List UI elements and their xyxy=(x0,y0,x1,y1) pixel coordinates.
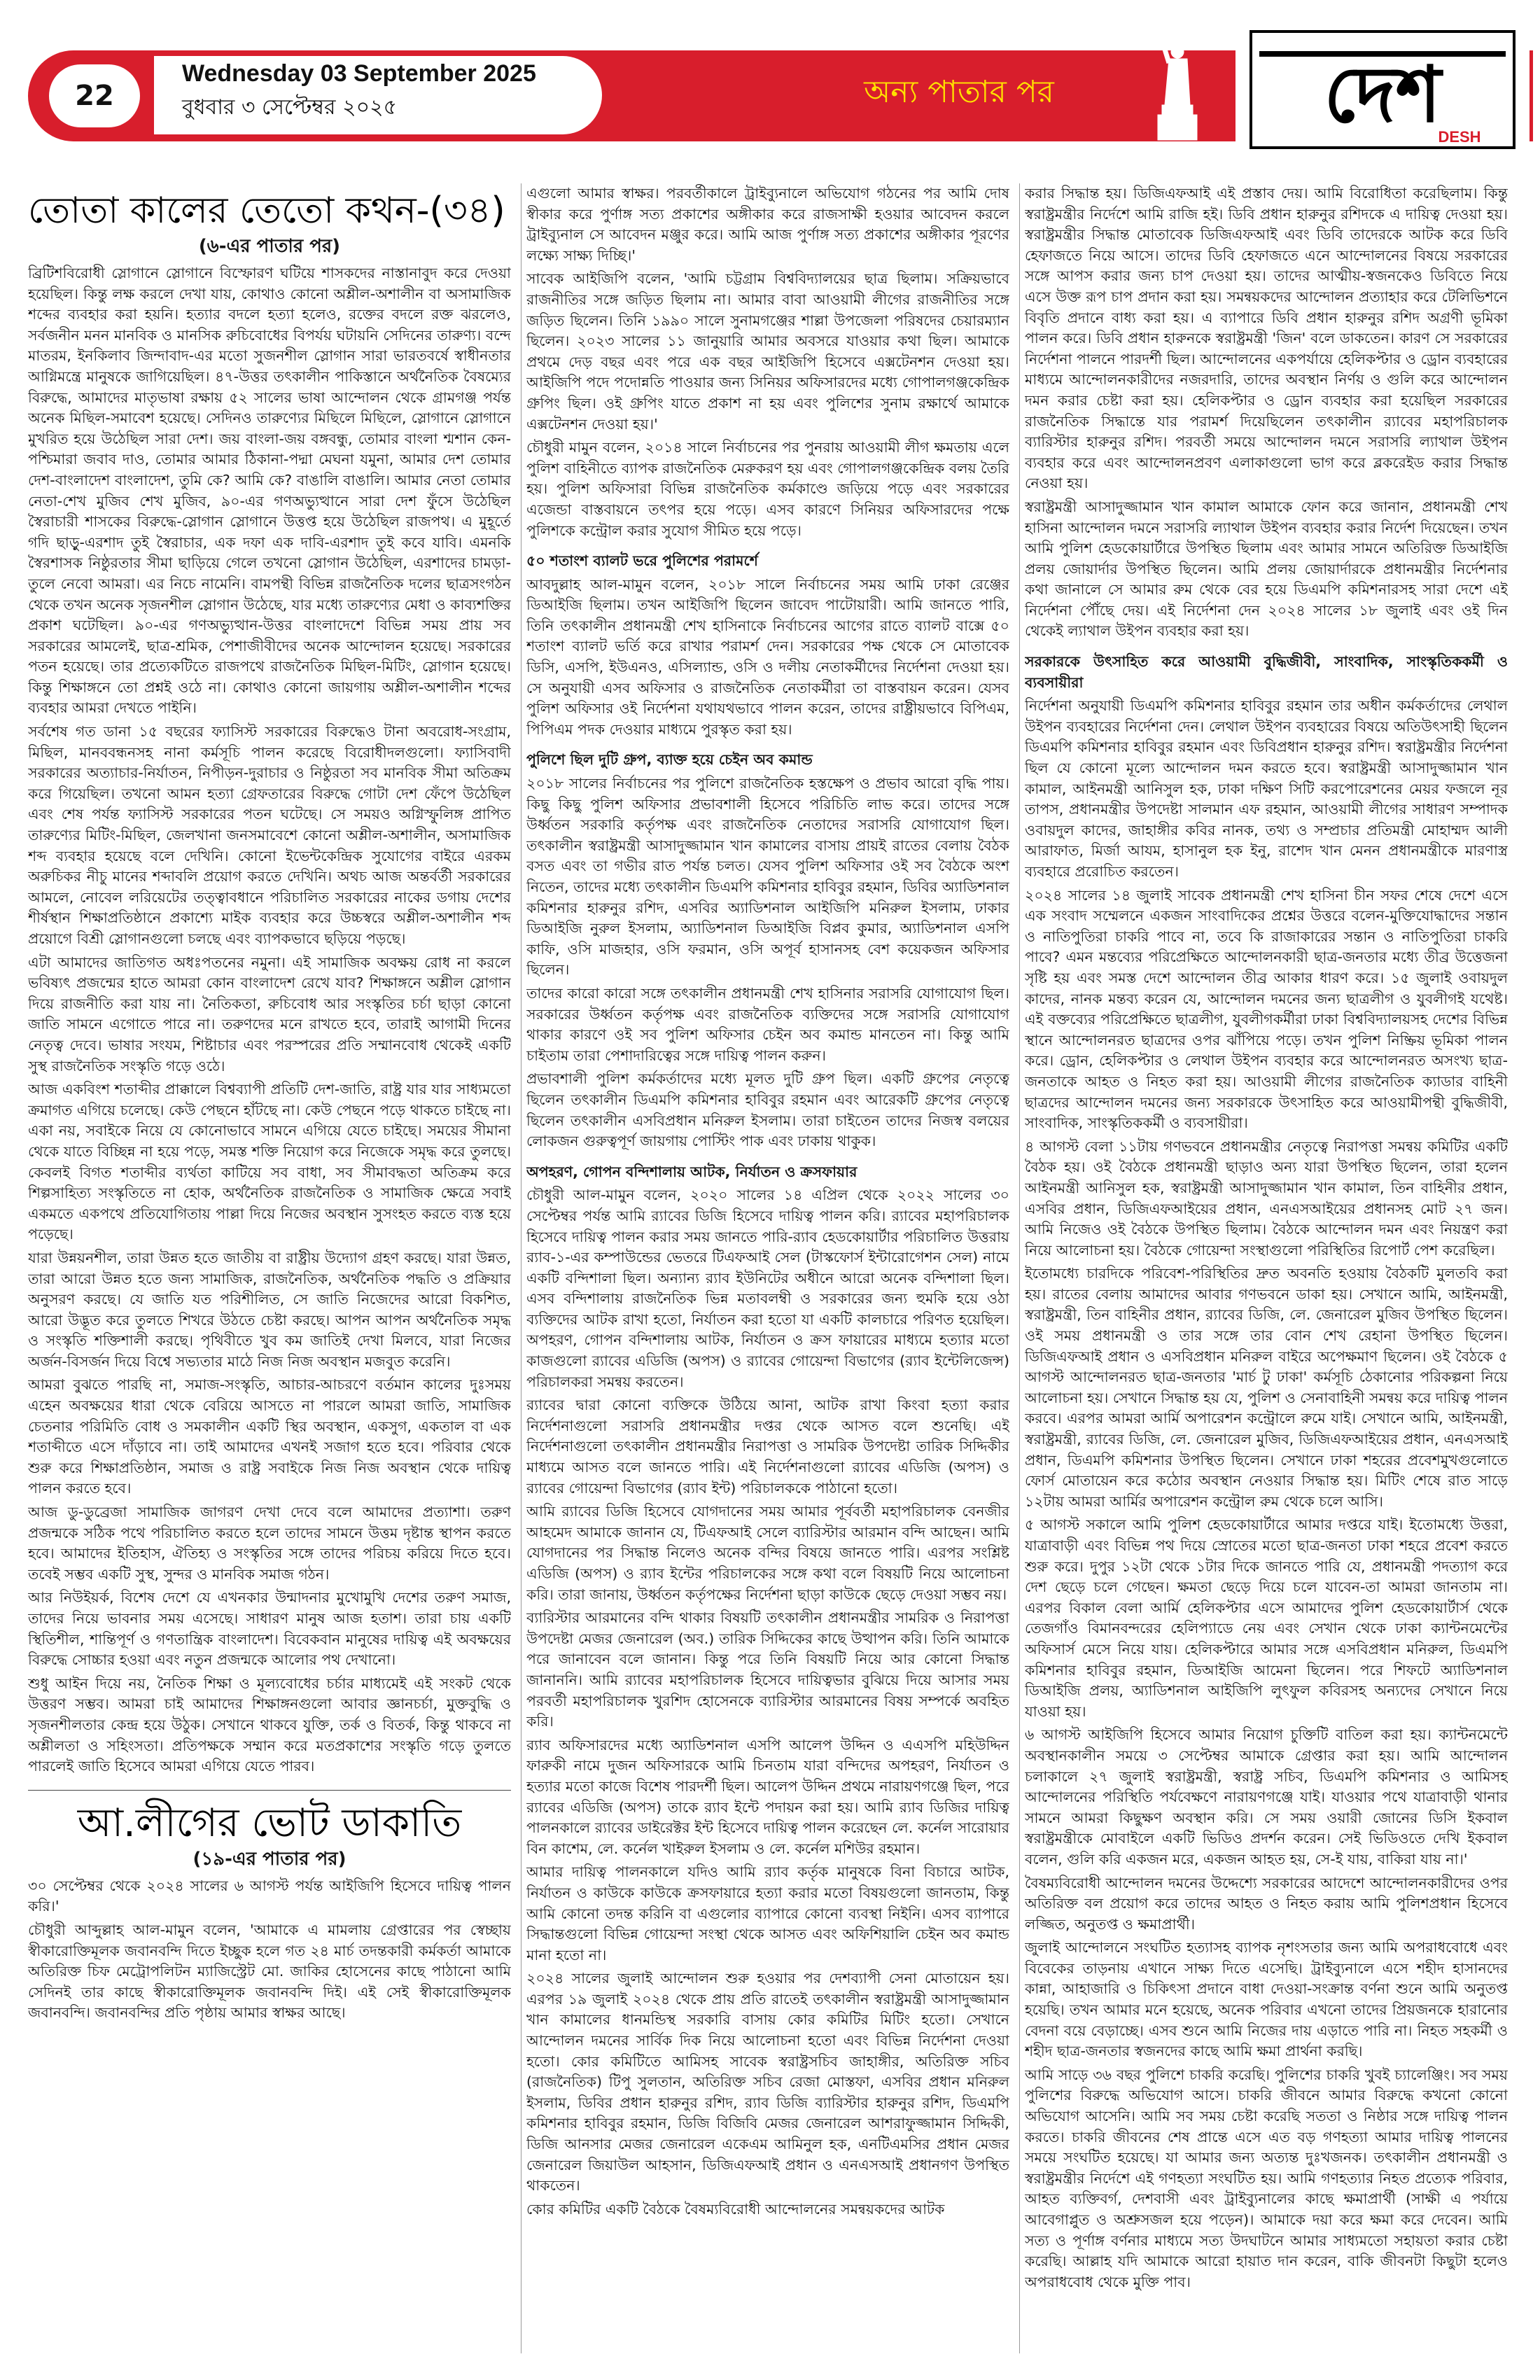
article2-paragraph: ২০২৪ সালের জুলাই আন্দোলন শুরু হওয়ার পর দেশব্যাপী সেনা মোতায়েন হয়। এরপর ১৯ জুলাই ২০২৪ থেকে প্রায় প্রতি রাতেই তৎকালীন স্বরাষ্ট্রমন্ত্রী আসাদুজ্জামান খান কামালের ধানমন্ডিস্থ সরকারি বাসায় কোর কমিটির মিটিং হতো। সেখানে আন্দোলন দমনের সার্বিক দিক নিয়ে আলোচনা হতো এবং বিভিন্ন নির্দেশনা দেওয়া হতো। কোর কমিটিতে আমিসহ সাবেক স্বরাষ্ট্রসচিব জাহাঙ্গীর, অতিরিক্ত সচিব (রাজনৈতিক) টিপু সুলতান, অতিরিক্ত সচিব রেজা মোস্তফা, এসবির প্রধান মনিরুল ইসলাম, ডিবির প্রধান হারুনুর রশিদ, র‍্যাব ডিজি ব্যারিস্টার হারুনুর রশিদ, ডিএমপি কমিশনার হাবিবুর রহমান, ডিজি বিজিবি মেজর জেনারেল আশরাফুজ্জামান সিদ্দিকী, ডিজি আনসার মেজর জেনারেল একেএম আমিনুল হক, এনটিএমসির প্রধান মেজর জেনারেল জিয়াউল আহসান, ডিজিএফআই প্রধান ও এনএসআই প্রধানগণ উপস্থিত থাকতেন। xyxy=(526,1970,1009,2194)
article1-paragraph: আজ ডু-ডুব্রেজা সামাজিক জাগরণ দেখা দেবে বলে আমাদের প্রত্যাশা। তরুণ প্রজন্মকে সঠিক পথে পরিচালিত করতে হলে তাদের সামনে উত্তম দৃষ্টান্ত স্থাপন করতে হবে। আমাদের ইতিহাস, ঐতিহ্য ও সংস্কৃতির সঙ্গে তাদের পরিচয় করিয়ে দিতে হবে। তবেই সম্ভব একটি সুস্থ, সুন্দর ও মানবিক সমাজ গঠন। xyxy=(28,1504,511,1583)
date-box xyxy=(154,56,602,134)
column-divider xyxy=(521,183,522,2353)
article2-paragraph: ২০২৪ সালের ১৪ জুলাই সাবেক প্রধানমন্ত্রী শেখ হাসিনা চীন সফর শেষে দেশে এসে এক সংবাদ সম্মেলনে একজন সাংবাদিকের প্রশ্নের উত্তরে বলেন-মুক্তিযোদ্ধাদের সন্তান ও নাতিপুতিরা চাকরি পাবে না, তবে কি রাজাকারের সন্তান ও নাতিপুতিরা চাকরি পাবে? এমন মন্তব্যের পরিপ্রেক্ষিতে আন্দোলনকারী ছাত্র-জনতার মধ্যে তীব্র উত্তেজনা সৃষ্টি হয় এবং সমস্ত দেশে আন্দোলন তীব্র আকার ধারণ করে। ১৫ জুলাই ওবায়দুল কাদের, নানক মন্তব্য করেন যে, আন্দোলন দমনের জন্য ছাত্রলীগ ও যুবলীগই যথেষ্ট। এই বক্তব্যের পরিপ্রেক্ষিতে ছাত্রলীগ, যুবলীগকর্মীরা ঢাকা বিশ্ববিদ্যালয়সহ দেশের বিভিন্ন স্থানে আন্দোলনরত ছাত্রদের ওপর ঝাঁপিয়ে পড়ে। তখন পুলিশ নিষ্ক্রিয় ভূমিকা পালন করে। ড্রোন, হেলিকপ্টার ও লেথাল উইপন ব্যবহার করে আন্দোলনরত অসংখ্য ছাত্র-জনতাকে আহত ও নিহত করা হয়। আওয়ামী লীগের রাজনৈতিক ক্যাডার বাহিনী ছাত্রদের আন্দোলন দমনের জন্য সরকারকে উৎসাহিত করে আওয়ামীপন্থী বুদ্ধিজীবী, সাংবাদিক, সাংস্কৃতিককর্মী ও ব্যবসায়ীরা। xyxy=(1025,886,1508,1132)
article2-paragraph: স্বরাষ্ট্রমন্ত্রী আসাদুজ্জামান খান কামাল আমাকে ফোন করে জানান, প্রধানমন্ত্রী শেখ হাসিনা আন্দোলন দমনে সরাসরি ল্যাথাল উইপন ব্যবহার করার নির্দেশ দিয়েছেন। তখন আমি পুলিশ হেডকোয়ার্টারে উপস্থিত ছিলাম এবং আমার সামনে অতিরিক্ত ডিআইজি প্রলয় জোয়ার্দার উপস্থিত ছিলেন। আমি প্রলয় জোয়ার্দারকে প্রধানমন্ত্রীর নির্দেশনার কথা জানালে সে আমার রুম থেকে বের হয়ে ডিএমপি কমিশনারসহ সারা দেশে এই নির্দেশনা পৌঁছে দেয়। এই নির্দেশনা দেন ২০২৪ সালের ১৮ জুলাই এবং ওই দিন থেকেই ল্যাথাল উইপন ব্যবহার করা হয়। xyxy=(1025,498,1508,640)
article2-paragraph: প্রভাবশালী পুলিশ কর্মকর্তাদের মধ্যে মূলত দুটি গ্রুপ ছিল। একটি গ্রুপের নেতৃত্বে ছিলেন তৎকালীন ডিএমপি কমিশনার হাবিবুর রহমান এবং আরেকটি গ্রুপের নেতৃত্বে ছিলেন তৎকালীন এসবিপ্রধান মনিরুল ইসলাম। তারা চাইতেন তাদের নিজস্ব বলয়ের লোকজন গুরুত্বপূর্ণ জায়গায় পোস্টিং পাক এবং ঢাকায় থাকুক। xyxy=(526,1070,1009,1150)
article1-paragraph: ব্রিটিশবিরোধী স্লোগানে স্লোগানে বিস্ফোরণ ঘটিয়ে শাসকদের নাস্তানাবুদ করে দেওয়া হয়েছিল। কিন্তু লক্ষ করলে দেখা যায়, কোথাও কোনো অশ্লীল-অশালীন বা অসামাজিক শব্দের ব্যবহার করা হয়নি। হত্যার বদলে হত্যা হলেও, রক্তের বদলে রক্ত ঝরলেও, সর্বজনীন মনন মানবিক ও মানসিক রুচিবোধের বিপর্যয় ঘটায়নি সেদিনের তারুণ্য। বন্দে মাতরম, ইনকিলাব জিন্দাবাদ-এর মতো সুজনশীল স্লোগান সারা ভারতবর্ষে স্বাধীনতার আগ্নিমন্ত্রে মানুষকে জাগিয়েছিল। ৪৭-উত্তর তৎকালীন পাকিস্তানে অর্থনৈতিক বৈষম্যের বিরুদ্ধে, আমাদের মাতৃভাষা রক্ষায় ৫২ সালের ভাষা আন্দোলন থেকে গ্রামগঞ্জ পর্যন্ত অনেক মিছিল-সমাবেশ হয়েছে। সেদিনও তারুণ্যের মিছিলে মিছিলে, স্লোগানে স্লোগানে মুখরিত হয়ে উঠেছিল সারা দেশ। জয় বাংলা-জয় বঙ্গবন্ধু, তোমার বাংলা শ্মশান কেন-পশ্চিমারা জবাব দাও, তোমার আমার ঠিকানা-পদ্মা মেঘনা যমুনা, আমার দেশ তোমার দেশ-বাংলাদেশ বাংলাদেশ, তুমি কে? আমি কে? বাঙালি বাঙালি। আমার নেতা তোমার নেতা-শেখ মুজিব শেখ মুজিব, ৯০-এর গণঅভ্যুত্থানে সারা দেশ ফুঁসে উঠেছিল স্বৈরাচারী শাসকের বিরুদ্ধে-স্লোগান স্লোগানে উত্তপ্ত হয়ে উঠেছিল রাজপথ। এ মুহূর্তে গদি ছাড়ু-এরশাদ তুই স্বৈরাচার, এক দফা এক দাবি-এরশাদ তুই কবে যাবি। এমনকি স্বৈরশাসক নিষ্ঠুরতার সীমা ছাড়িয়ে গেলে তখনো স্লোগান উঠেছিল, এরশাদের চামড়া-তুলে নেবো আমরা। এর নিচে নামেনি। বামপন্থী বিভিন্ন রাজনৈতিক দলের ছাত্রসংগঠন থেকে তখন অনেক সৃজনশীল স্লোগান উঠেছে, যার মধ্যে তারুণ্যের মেধা ও কাব্যশক্তির প্রকাশ ঘটেছিল। ৯০-এর গণঅভ্যুত্থান-উত্তর বাংলাদেশে বিভিন্ন সময় প্রায় সব সরকারের আমলেই, ছাত্র-শ্রমিক, পেশাজীবীদের অনেক আন্দোলন হয়েছে। সরকারের পতন হয়েছে। তার প্রত্যেকটিতে রাজপথে রাজনৈতিক মিছিল-মিটিং, স্লোগান হয়েছে। কিন্তু শিক্ষাঙ্গনে তো প্রশ্নই ওঠে না। কোথাও কোনো জায়গায় অশ্লীল-অশালীন শব্দের ব্যবহার আমরা দেখতে পাইনি। xyxy=(28,265,511,717)
article2-jump-line: (১৯-এর পাতার পর) xyxy=(192,1848,346,1870)
article2-paragraph: করার সিদ্ধান্ত হয়। ডিজিএফআই এই প্রস্তাব দেয়। আমি বিরোধিতা করেছিলাম। কিন্তু স্বরাষ্ট্রমন্ত্রীর নির্দেশে আমি রাজি হই। ডিবি প্রধান হারুনুর রশিদকে এ দায়িত্ব দেওয়া হয়। স্বরাষ্ট্রমন্ত্রীর সিদ্ধান্ত মোতাবেক ডিজিএফআই এবং ডিবি তাদেরকে আটক করে ডিবি হেফাজতে নিয়ে আসে। তাদের ডিবি হেফাজতে এনে আন্দোলনের বিষয়ে সরকারের সঙ্গে আপস করার জন্য চাপ দেওয়া হয়। তাদের আত্মীয়-স্বজনকেও ডিবিতে নিয়ে এসে উক্ত রূপ চাপ প্রদান করা হয়। সমন্বয়কদের আন্দোলন প্রত্যাহার করে টেলিভিশনে বিবৃতি প্রদানে বাধ্য করা হয়। এ ব্যাপারে ডিবি প্রধান হারুনুর রশিদ অগ্রণী ভূমিকা পালন করে। ডিবি প্রধান হারুনকে স্বরাষ্ট্রমন্ত্রী 'জিন' বলে ডাকতেন। কারণ সে সরকারের নির্দেশনা পালনে পারদর্শী ছিল। আন্দোলনের একপর্যায়ে হেলিকপ্টার ও ড্রোন ব্যবহারের মাধ্যমে আন্দোলনকারীদের নজরদারি, তাদের অবস্থান নির্ণয় ও গুলি করে আন্দোলন দমন করার চেষ্টা করা হয়। হেলিকপ্টার ও ড্রোন ব্যবহার করা হয়েছিল সরকারের রাজনৈতিক সিদ্ধান্তে যার পরামর্শ দিয়েছিলেন তৎকালীন র‍্যাবের মহাপরিচালক ব্যারিস্টার হারুনুর রশিদ। পরবর্তী সময়ে আন্দোলন দমনে সরাসরি ল্যাথাল উইপন ব্যবহার করে এবং আন্দোলনপ্রবণ এলাকাগুলো ভাগ করে ব্লকরেইড করার সিদ্ধান্ত নেওয়া হয়। xyxy=(1025,185,1508,492)
section-label: অন্য পাতার পর xyxy=(864,74,1054,110)
logo-text: দেশ xyxy=(1324,49,1441,139)
article1-paragraph: যারা উন্নয়নশীল, তারা উন্নত হতে জাতীয় বা রাষ্ট্রীয় উদ্যোগ গ্রহণ করছে। যারা উন্নত, তারা আরো উন্নত হতে জন্য সামাজিক, রাজনৈতিক, অর্থনৈতিক পদ্ধতি ও প্রক্রিয়ার অনুসরণ করছে। যে জাতি যত পরিশীলিত, সে জাতি নিজেদের আরো বিকশিত, আরো উদ্ভূত করে তুলতে শিখরে উঠতে চেষ্টা করছে। আপন আপন অর্থনৈতিক সমৃদ্ধ ও সংস্কৃতি শক্তিশালী করছে। পৃথিবীতে খুব কম জাতিই দেখা মিলবে, যারা নিজের অর্জন-বিসর্জন দিয়ে বিশ্বে সভ্যতার মাঠে নিজ নিজ অবস্থান মজবুত করেনি। xyxy=(28,1249,511,1370)
article2-paragraph: চৌধুরী মামুন বলেন, ২০১৪ সালে নির্বাচনের পর পুনরায় আওয়ামী লীগ ক্ষমতায় এলে পুলিশ বাহিনীতে ব্যাপক রাজনৈতিক মেরুকরণ হয় এবং গোপালগঞ্জকেন্দ্রিক বলয় তৈরি হয়। পুলিশ অফিসারা বিভিন্ন রাজনৈতিক কর্মকাণ্ডে জড়িয়ে পড়ে এবং সরকারের এজেন্ডা বাস্তবায়নে তৎপর হয়ে পড়ে। এসব কারণে সিনিয়র অফিসারদের পক্ষে পুলিশকে কন্ট্রোল করার সুযোগ সীমিত হয়ে পড়ে। xyxy=(526,439,1009,539)
column-1 xyxy=(28,183,511,2353)
date-bangla: বুধবার ৩ সেপ্টেম্বর ২০২৫ xyxy=(182,95,398,120)
article2-paragraph: কোর কমিটির একটি বৈঠকে বৈষম্যবিরোধী আন্দোলনের সমন্বয়কদের আটক xyxy=(526,2200,945,2218)
article2-paragraph: ২০১৮ সালের নির্বাচনের পর পুলিশে রাজনৈতিক হস্তক্ষেপ ও প্রভাব আরো বৃদ্ধি পায়। কিছু কিছু পুলিশ অফিসার প্রভাবশালী হিসেবে পরিচিতি লাভ করে। তাদের সঙ্গে উর্ধ্বতন সরকারি কর্তৃপক্ষ এবং রাজনৈতিক নেতাদের সরাসরি যোগাযোগ ছিল। তৎকালীন স্বরাষ্ট্রমন্ত্রী আসাদুজ্জামান খান কামালের বাসায় প্রায়ই রাতের বেলায় বৈঠক বসত এবং তা গভীর রাত পর্যন্ত চলত। যেসব পুলিশ অফিসার ওই সব বৈঠকে অংশ নিতেন, তাদের মধ্যে তৎকালীন ডিএমপি কমিশনার হাবিবুর রহমান, ডিবির অ্যাডিশনাল কমিশনার হারুনুর রশিদ, এসবির অ্যাডিশনাল আইজিপি মনিরুল ইসলাম, ঢাকার ডিআইজি নুরুল ইসলাম, অ্যাডিশনাল ডিআইজি বিপ্লব কুমার, অ্যাডিশনাল এসপি কাফি, ওসি মাজহার, ওসি ফরমান, ওসি অপূর্ব হাসানসহ বেশ কয়েকজন অফিসার ছিলেন। xyxy=(526,775,1009,979)
column-2 xyxy=(526,183,1009,2353)
article2-paragraph: নির্দেশনা অনুযায়ী ডিএমপি কমিশনার হাবিবুর রহমান তার অধীন কর্মকর্তাদের লেথাল উইপন ব্যবহারের নির্দেশনা দেন। লেথাল উইপন ব্যবহারের বিষয়ে অতিউৎসাহী ছিলেন ডিএমপি কমিশনার হাবিবুর রহমান এবং ডিবিপ্রধান হারুনুর রশিদ। স্বরাষ্ট্রমন্ত্রীর নির্দেশনা ছিল যে কোনো মূল্যে আন্দোলন দমন করতে হবে। স্বরাষ্ট্রমন্ত্রী আসাদুজ্জামান খান কামাল, আইনমন্ত্রী আনিসুল হক, ঢাকা দক্ষিণ সিটি করপোরেশনের মেয়র ফজলে নূর তাপস, প্রধানমন্ত্রীর উপদেষ্টা সালমান এফ রহমান, আওয়ামী লীগের সাধারণ সম্পাদক ওবায়দুল কাদের, জাহাঙ্গীর কবির নানক, তথ্য ও সম্প্রচার প্রতিমন্ত্রী মোহাম্মদ আলী আরাফাত, মির্জা আযম, হাসানুল হক ইনু, রাশেদ খান মেনন প্রধানমন্ত্রীকে মারণাস্ত্র ব্যবহারে প্ররোচিত করতেন। xyxy=(1025,697,1508,880)
article2-paragraph: চৌধুরী আল-মামুন বলেন, ২০২০ সালের ১৪ এপ্রিল থেকে ২০২২ সালের ৩০ সেপ্টেম্বর পর্যন্ত আমি র‍্যাবের ডিজি হিসেবে দায়িত্ব পালন করি। র‍্যাবের মহাপরিচালক হিসেবে দায়িত্ব পালন করার সময় জানতে পারি-র‍্যাব হেডকোয়ার্টার পরিচালিত উত্তরায় র‍্যাব-১-এর কম্পাউন্ডের ভেতরে টিএফআই সেল (টাস্কফোর্স ইন্টারোগেশন সেল) নামে একটি বন্দিশালা ছিল। অন্যান্য র‍্যাব ইউনিটের অধীনে আরো অনেক বন্দিশালা ছিল। এসব বন্দিশালায় রাজনৈতিক ভিন্ন মতাবলম্বী ও সরকারের জন্য হুমকি হয়ে ওঠা ব্যক্তিদের আটক রাখা হতো, নির্যাতন করা হতো যা একটি কালচারে পরিণত হয়েছিল। অপহরণ, গোপন বন্দিশালায় আটক, নির্যাতন ও ক্রস ফায়ারের মাধ্যমে হত্যার মতো কাজগুলো র‍্যাবের এডিজি (অপস) ও র‍্যাবের গোয়েন্দা বিভাগের (র‍্যাব ইন্টেলিজেন্স) পরিচালকরা সমন্বয় করতেন। xyxy=(526,1186,1009,1390)
article2-paragraph: আবদুল্লাহ আল-মামুন বলেন, ২০১৮ সালে নির্বাচনের সময় আমি ঢাকা রেঞ্জের ডিআইজি ছিলাম। তখন আইজিপি ছিলেন জাবেদ পাটোয়ারী। আমি জানতে পারি, তিনি তৎকালীন প্রধানমন্ত্রী শেখ হাসিনাকে নির্বাচনের আগের রাতে ব্যালট বাক্সে ৫০ শতাংশ ব্যালট ভর্তি করে রাখার পরামর্শ দেন। সরকারের পক্ষ থেকে সে মোতাবেক ডিসি, এসপি, ইউএনও, এসিল্যান্ড, ওসি ও দলীয় নেতাকর্মীদের নির্দেশনা দেওয়া হয়। সে অনুযায়ী এসব অফিসার ও রাজনৈতিক নেতাকর্মীরা তা বাস্তবায়ন করেন। যেসব পুলিশ অফিসার ওই নির্দেশনা যথাযথভাবে পালন করেন, তাদের রাষ্ট্রীয়ভাবে বিপিএম, পিপিএম পদক দেওয়ার মাধ্যমে পুরস্কৃত করা হয়। xyxy=(526,575,1009,738)
column-divider xyxy=(1019,183,1020,2353)
article2-paragraph: আমি সাড়ে ৩৬ বছর পুলিশে চাকরি করেছি। পুলিশের চাকরি খুবই চ্যালেঞ্জিং। সব সময় পুলিশের বিরুদ্ধে অভিযোগ আসে। চাকরি জীবনে আমার বিরুদ্ধে কখনো কোনো অভিযোগ আসেনি। আমি সব সময় চেষ্টা করেছি সততা ও নিষ্ঠার সঙ্গে দায়িত্ব পালন করতে। চাকরি জীবনের শেষ প্রান্তে এসে এত বড় গণহত্যা আমার দায়িত্ব পালনের সময়ে সংঘটিত হয়েছে। যা আমার জন্য অত্যন্ত দুঃখজনক। তৎকালীন প্রধানমন্ত্রী ও স্বরাষ্ট্রমন্ত্রীর নির্দেশে এই গণহত্যা সংঘটিত হয়। আমি গণহত্যার নিহত প্রত্যেক পরিবার, আহত ব্যক্তিবর্গ, দেশবাসী এবং ট্রাইব্যুনালের কাছে ক্ষমাপ্রার্থী (সাক্ষী এ পর্যায়ে আবেগাপ্লুত ও অশ্রুসজল হয়ে পড়েন)। আমাকে দয়া করে ক্ষমা করে দেবেন। আমি সত্য ও পূর্ণাঙ্গ বর্ণনার মাধ্যমে সত্য উদঘাটনে আমার সাধ্যমতো সহায়তা করার চেষ্টা করেছি। আল্লাহ যদি আমাকে আরো হায়াত দান করেন, বাকি জীবনটা কিছুটা হলেও অপরাধবোধ থেকে মুক্তি পাব। xyxy=(1025,2066,1508,2290)
article1-paragraph: শুধু আইন দিয়ে নয়, নৈতিক শিক্ষা ও মূল্যবোধের চর্চার মাধ্যমেই এই সংকট থেকে উত্তরণ সম্ভব। আমরা চাই আমাদের শিক্ষাঙ্গনগুলো আবার জ্ঞানচর্চা, মুক্তবুদ্ধি ও সৃজনশীলতার কেন্দ্র হয়ে উঠুক। সেখানে থাকবে যুক্তি, তর্ক ও বিতর্ক, কিন্তু থাকবে না অশ্লীলতা ও সহিংসতা। প্রতিপক্ষকে সম্মান করে মতপ্রকাশের সংস্কৃতি গড়ে তুলতে পারলেই জাতি হিসেবে আমরা এগিয়ে যেতে পারব। xyxy=(28,1674,511,1775)
article2-paragraph: ৬ আগস্ট আইজিপি হিসেবে আমার নিয়োগ চুক্তিটি বাতিল করা হয়। ক্যান্টনমেন্টে অবস্থানকালীন সময়ে ৩ সেপ্টেম্বর আমাকে গ্রেপ্তার করা হয়। আমি আন্দোলন চলাকালে ২৭ জুলাই স্বরাষ্ট্রমন্ত্রী, স্বরাষ্ট্র সচিব, ডিএমপি কমিশনার ও আমিসহ আন্দোলনের পরিস্থিতি পর্যবেক্ষণে নারায়ণগঞ্জে যাই। যাওয়ার পথে যাত্রাবাড়ী থানার সামনে আমরা কিছুক্ষণ অবস্থান করি। সে সময় ওয়ারী জোনের ডিসি ইকবাল স্বরাষ্ট্রমন্ত্রীকে মোবাইলে একটি ভিডিও প্রদর্শন করেন। সেই ভিডিওতে দেখি ইকবাল বলেন, গুলি করি একজন মরে, একজন আহত হয়, সে-ই যায়, বাকিরা যায় না।' xyxy=(1025,1726,1508,1868)
article2-paragraph: ৪ আগস্ট বেলা ১১টায় গণভবনে প্রধানমন্ত্রীর নেতৃত্বে নিরাপত্তা সমন্বয় কমিটির একটি বৈঠক হয়। ওই বৈঠকে প্রধানমন্ত্রী ছাড়াও অন্য যারা উপস্থিত ছিলেন, তারা হলেন আইনমন্ত্রী আনিসুল হক, স্বরাষ্ট্রমন্ত্রী আসাদুজ্জামান খান কামাল, তিন বাহিনীর প্রধান, এসবির প্রধান, ডিজিএফআইয়ের প্রধান, এনএসআইয়ের প্রধানসহ মোট ২৭ জন। আমি নিজেও ওই বৈঠকে উপস্থিত ছিলাম। বৈঠকে আন্দোলন দমন এবং নিয়ন্ত্রণ করা নিয়ে আলোচনা হয়। বৈঠকে গোয়েন্দা সংস্থাগুলো পরিস্থিতির রিপোর্ট পেশ করেছিল। xyxy=(1025,1138,1508,1259)
article2-paragraph: এগুলো আমার স্বাক্ষর। পরবর্তীকালে ট্রাইব্যুনালে অভিযোগ গঠনের পর আমি দোষ স্বীকার করে পুর্ণাঙ্গ সত্য প্রকাশের অঙ্গীকার করে রাজসাক্ষী হওয়ার আবেদন করলে ট্রাইব্যুনাল সে আবেদন মঞ্জুর করে। আমি আজ পুর্ণাঙ্গ সত্য প্রকাশের অঙ্গীকার পূরণের লক্ষ্যে সাক্ষ্য দিচ্ছি।' xyxy=(526,185,1009,264)
article2-subheading: অপহরণ, গোপন বন্দিশালায় আটক, নির্যাতন ও ক্রসফায়ার xyxy=(526,1163,858,1180)
article2-paragraph: আমার দায়িত্ব পালনকালে যদিও আমি র‍্যাব কর্তৃক মানুষকে বিনা বিচারে আটক, নির্যাতন ও কাউকে কাউকে ক্রসফায়ারে হত্যা করার মতো বিষয়গুলো জানতাম, কিন্তু আমি কোনো তদন্ত করিনি বা এগুলোর ব্যাপারে কোনো ব্যবস্থা নিইনি। এসব ব্যাপারে সিদ্ধান্তগুলো বিভিন্ন গোয়েন্দা সংস্থা থেকে আসত এবং অফিশিয়ালি চেইন অব কমান্ড মানা হতো না। xyxy=(526,1863,1009,1963)
article2-paragraph: ৫ আগস্ট সকালে আমি পুলিশ হেডকোয়ার্টারে আমার দপ্তরে যাই। ইতোমধ্যে উত্তরা, যাত্রাবাড়ী এবং বিভিন্ন পথ দিয়ে স্রোতের মতো ছাত্র-জনতা ঢাকা শহরে প্রবেশ করতে শুরু করে। দুপুর ১২টা থেকে ১টার দিকে জানতে পারি যে, প্রধানমন্ত্রী পদত্যাগ করে দেশ ছেড়ে চলে গেছেন। ক্ষমতা ছেড়ে দিয়ে চলে যাবেন-তা আমরা জানতাম না। এরপর বিকাল বেলা আর্মি হেলিকপ্টার এসে আমাদের পুলিশ হেডকোয়ার্টার্স থেকে তেজগাঁও বিমানবন্দরের হেলিপ্যাডে নেয় এবং সেখান থেকে ঢাকা ক্যান্টনমেন্টের অফিসার্স মেসে নিয়ে যায়। হেলিকপ্টারে আমার সঙ্গে এসবিপ্রধান মনিরুল, ডিএমপি কমিশনার হাবিবুর রহমান, ডিআইজি আমেনা ছিলেন। পরে শিফটে অ্যাডিশনাল ডিআইজি প্রলয়, অ্যাডিশনাল আইজিপি লুৎফুল কবিরসহ অন্যদের সেখানে নিয়ে যাওয়া হয়। xyxy=(1025,1516,1508,1720)
article2-subheading: সরকারকে উৎসাহিত করে আওয়ামী বুদ্ধিজীবী, সাংবাদিক, সাংস্কৃতিককর্মী ও ব্যবসায়ীরা xyxy=(1025,653,1508,691)
article2-paragraph: চৌধুরী আব্দুল্লাহ আল-মামুন বলেন, 'আমাকে এ মামলায় গ্রেপ্তারের পর স্বেচ্ছায় স্বীকারোক্তিমূলক জবানবন্দি দিতে ইচ্ছুক হলে গত ২৪ মার্চ তদন্তকারী কর্মকর্তা আমাকে অতিরিক্ত চিফ মেট্রোপলিটন ম্যাজিস্ট্রেট মো. জাকির হোসেনের কাছে পাঠানো আমি সেদিনই তার কাছে স্বীকারোক্তিমূলক জবানবন্দি দিই। এই সেই স্বীকারোক্তিমূলক জবানবন্দি। জবানবন্দির প্রতি পৃষ্ঠায় আমার স্বাক্ষর আছে। xyxy=(28,1921,511,2022)
article1-paragraph: আমরা বুঝতে পারছি না, সমাজ-সংস্কৃতি, আচার-আচরণে বর্তমান কালের দুঃসময় এহেন অবক্ষয়ের ধারা থেকে বেরিয়ে আসতে না পারলে আমরা জাতি, সামাজিক চেতনার পরিমিতি বোধ ও সমকালীন একটি স্থির অবস্থান, একসুগ, একতাল বা এক শতাব্দীতে এসে দাঁড়াবে না। তাই আমাদের এখনই সজাগ হতে হবে। পরিবার থেকে শুরু করে শিক্ষাপ্রতিষ্ঠান, সমাজ ও রাষ্ট্র সবাইকে নিজ নিজ অবস্থান থেকে দায়িত্ব পালন করতে হবে। xyxy=(28,1376,511,1497)
newspaper-logo[interactable] xyxy=(1236,21,1530,158)
date-english: Wednesday 03 September 2025 xyxy=(182,60,536,87)
article2-paragraph: জুলাই আন্দোলনে সংঘটিত হত্যাসহ ব্যাপক নৃশংসতার জন্য আমি অপরাধবোধে এবং বিবেকের তাড়নায় এখানে সাক্ষ্য দিতে এসেছি। ট্রাইব্যুনালে এসে শহীদ হাসানদের কান্না, আহাজারি ও চিকিৎসা প্রদানে বাধা দেওয়া-সংক্রান্ত বর্ণনা শুনে আমি অনুতপ্ত হয়েছি। তখন আমার মনে হয়েছে, অনেক পরিবার এখনো তাদের প্রিয়জনকে হারানোর বেদনা বয়ে বেড়াচ্ছে। এসব শুনে আমি নিজের দায় এড়াতে পারি না। নিহত সহকর্মী ও শহীদ ছাত্র-জনতার স্বজনদের কাছে আমি ক্ষমা প্রার্থনা করছি। xyxy=(1025,1939,1508,2060)
article2-paragraph: ইতোমধ্যে চারদিকে পরিবেশ-পরিস্থিতির দ্রুত অবনতি হওয়ায় বৈঠকটি মুলতবি করা হয়। রাতের বেলায় আমাদের আবার গণভবনে ডাকা হয়। সেখানে আমি, আইনমন্ত্রী, স্বরাষ্ট্রমন্ত্রী, তিন বাহিনীর প্রধান, র‍্যাবের ডিজি, লে. জেনারেল মুজিব উপস্থিত ছিলেন। ওই সময় প্রধানমন্ত্রী ও তার সঙ্গে তার বোন শেখ রেহানা উপস্থিত ছিলেন। ডিজিএফআই প্রধান ও এসবিপ্রধান মনিরুল বাইরে অপেক্ষমাণ ছিলেন। ওই বৈঠকে ৫ আগস্ট আন্দোলনরত ছাত্র-জনতার 'মার্চ টু ঢাকা' কর্মসূচি ঠেকানোর পরিকল্পনা নিয়ে আলোচনা হয়। সেখানে সিদ্ধান্ত হয় যে, পুলিশ ও সেনাবাহিনী সমন্বয় করে দায়িত্ব পালন করবে। এরপর আমরা আর্মি অপারেশন কন্ট্রোলে রুমে যাই। সেখানে আমি, আইনমন্ত্রী, স্বরাষ্ট্রমন্ত্রী, র‍্যাবের ডিজি, লে. জেনারেল মুজিব, ডিজিএফআইয়ের প্রধান, এনএসআই প্রধান, ডিএমপি কমিশনার উপস্থিত ছিলেন। সেখানে ঢাকা শহরের প্রবেশমুখগুলোতে ফোর্স মোতায়েন করে কঠোর অবস্থান নেওয়ার সিদ্ধান্ত হয়। মিটিং শেষে রাত সাড়ে ১২টায় আমরা আর্মির অপারেশন কন্ট্রোল রুম থেকে চলে আসি। xyxy=(1025,1265,1508,1510)
article2-headline: আ.লীগের ভোট ডাকাতি xyxy=(77,1800,462,1846)
article2-subheading: ৫০ শতাংশ ব্যালট ভরে পুলিশের পরামর্শে xyxy=(526,552,758,570)
statue-of-liberty-icon xyxy=(1148,21,1204,141)
article2-paragraph: র‍্যাবের দ্বারা কোনো ব্যক্তিকে উঠিয়ে আনা, আটক রাখা কিংবা হত্যা করার নির্দেশনাগুলো সরাসরি প্রধানমন্ত্রীর দপ্তর থেকে আসত বলে শুনেছি। এই নির্দেশনাগুলো তৎকালীন প্রধানমন্ত্রীর নিরাপত্তা ও সামরিক উপদেষ্টা তারিক সিদ্দিকীর মাধ্যমে আসত বলে জানতে পারি। এই নির্দেশনাগুলো র‍্যাবের এডিজি (অপস) ও র‍্যাবের গোয়েন্দা বিভাগের (র‍্যাব ইন্ট) পরিচালককে পাঠানো হতো। xyxy=(526,1396,1009,1497)
article1-jump-line: (৬-এর পাতার পর) xyxy=(198,236,341,257)
article1-paragraph: সর্বশেষ গত ডানা ১৫ বছরের ফ্যাসিস্ট সরকারের বিরুদ্ধেও টানা অবরোধ-সংগ্রাম, মিছিল, মানববন্ধনসহ নানা কর্মসূচি পালন করেছে বিরোধীদলগুলো। ফ্যাসিবাদী সরকারের অত্যাচার-নির্যাতন, নিপীড়ন-দুরাচার ও নিষ্ঠুরতা সব মানবিক সীমা অতিক্রম করে গিয়েছিল। তখনো আমন হত্যা গ্রেফতারের বিরুদ্ধে গোটা দেশ ফেঁপে উঠেছিল এবং শেষ পর্যন্ত ফ্যাসিস্ট সরকারের পতন ঘটেছে। সে সময়ও অগ্নিস্ফুলিঙ্গ প্রাপিত তারুণ্যের মিটিং-মিছিল, জেলখানা জনসমাবেশে কোনো অশ্লীল-অশালীন, অসামাজিক শব্দ ব্যবহার হয়েছে বলে দেখিনি। কোনো ইভেন্টকেন্দ্রিক সুযোগের বাইরে এরকম অরুচিকর নীচু মানের শব্দাবলি প্রয়োগ করতে দেখিনি। অথচ আজ অন্তর্বর্তী সরকারের আমলে, নোবেল লরিয়েটের তত্ত্বাবধানে পরিচালিত সরকারের নাকের ডগায় দেশের শীর্ষস্থান শিক্ষাপ্রতিষ্ঠানে প্রকাশ্যে মাইক ব্যবহার করে উচ্চস্বরে অশ্লীল-অশালীন শব্দ প্রয়োগে বিশ্রী স্লোগানগুলো চলছে এবং ব্যাপকভাবে ছড়িয়ে পড়ছে। xyxy=(28,723,511,947)
article2-paragraph: বৈষম্যবিরোধী আন্দোলন দমনের উদ্দেশ্যে সরকারের আদেশে আন্দোলনকারীদের ওপর অতিরিক্ত বল প্রয়োগ করে তাদের আহত ও নিহত করায় আমি পুলিশপ্রধান হিসেবে লজ্জিত, অনুতপ্ত ও ক্ষমাপ্রার্থী। xyxy=(1025,1874,1508,1933)
article2-paragraph: ব্যারিস্টার আরমানের বন্দি থাকার বিষয়টি তৎকালীন প্রধানমন্ত্রীর সামরিক ও নিরাপত্তা উপদেষ্টা মেজর জেনারেল (অব.) তারিক সিদ্দিকের কাছে উত্থাপন করি। তিনি আমাকে পরে জানাবেন বলে জানান। কিন্তু পরে তিনি বিষয়টি নিয়ে আর কোনো সিদ্ধান্ত জানাননি। আমি র‍্যাবের মহাপরিচালক হিসেবে দায়িত্বভার বুঝিয়ে দিয়ে আসার সময় পরবর্তী মহাপরিচালক খুরশিদ হোসেনকে ব্যারিস্টার আরমানের বিষয় সম্পর্কে অবহিত করি। xyxy=(526,1609,1009,1730)
page-header xyxy=(0,0,1540,175)
article2-paragraph: তাদের কারো কারো সঙ্গে তৎকালীন প্রধানমন্ত্রী শেখ হাসিনার সরাসরি যোগাযোগ ছিল। সরকারের উর্ধ্বতন কর্তৃপক্ষ এবং রাজনৈতিক ব্যক্তিদের সঙ্গে সরাসরি যোগাযোগ থাকার কারণে ওই সব পুলিশ অফিসার চেইন অব কমান্ড মানতেন না। কিন্তু আমি চাইতাম তারা পেশাদারিত্বের সঙ্গে দায়িত্ব পালন করুন। xyxy=(526,984,1009,1064)
article2-paragraph: র‍্যাব অফিসারদের মধ্যে অ্যাডিশনাল এসপি আলেপ উদ্দিন ও এএসপি মহিউদ্দিন ফারুকী নামে দুজন অফিসারকে আমি চিনতাম যারা বন্দিদের অপহরণ, নির্যাতন ও হত্যার মতো কাজে বিশেষ পারদর্শী ছিল। আলেপ উদ্দিন প্রথমে নারায়ণগঞ্জে ছিল, পরে র‍্যাবের এডিজি (অপস) তাকে র‍্যাব ইন্টে পদায়ন করা হয়। আমি র‍্যাব ডিজির দায়িত্ব পালনকালে র‍্যাবের ডাইরেক্টর ইন্ট হিসেবে দায়িত্ব পালন করেছেন লে. কর্নেল সারোয়ার বিন কাশেম, লে. কর্নেল খাইরুল ইসলাম ও লে. কর্নেল মশিউর রহমান। xyxy=(526,1736,1009,1857)
article2-paragraph: সাবেক আইজিপি বলেন, 'আমি চট্টগ্রাম বিশ্ববিদ্যালয়ের ছাত্র ছিলাম। সক্রিয়ভাবে রাজনীতির সঙ্গে জড়িত ছিলাম না। আমার বাবা আওয়ামী লীগের রাজনীতির সঙ্গে জড়িত ছিলেন। তিনি ১৯৯০ সালে সুনামগঞ্জের শাল্লা উপজেলা পরিষদের চেয়ারম্যান ছিলেন। ২০২৩ সালের ১১ জানুয়ারি আমার অবসরে যাওয়ার কথা ছিল। আমাকে প্রথমে দেড় বছর এবং পরে এক বছর আইজিপি হিসেবে এক্সটেনশন দেওয়া হয়। আইজিপি পদে পদোন্নতি পাওয়ার জন্য সিনিয়র অফিসারদের মধ্যে গোপালগঞ্জকেন্দ্রিক গ্রুপিং ছিল। ওই গ্রুপিং যাতে প্রকাশ না হয় এবং পুলিশের সুনাম রক্ষার্থে আমাকে এক্সটেনশন দেওয়া হয়।' xyxy=(526,270,1009,433)
article2-subheading: পুলিশে ছিল দুটি গ্রুপ, ব্যাক্ত হয়ে চেইন অব কমান্ড xyxy=(526,751,813,769)
article-separator xyxy=(28,1790,511,1791)
article1-paragraph: আজ একবিংশ শতাব্দীর প্রাক্কালে বিশ্বব্যাপী প্রতিটি দেশ-জাতি, রাষ্ট্র যার যার সাধ্যমতো ক্রমাগত এগিয়ে চলেছে। কেউ পেছনে হাঁটছে না। কেউ পেছনে পড়ে থাকতে চাইছে না। একা নয়, সবাইকে নিয়ে যে কোনোভাবে সামনে এগিয়ে যেতে চাইছে। সময়ের সীমানা থেকে যাতে বিচ্ছিন্ন না হয়ে পড়ে, সমস্ত শক্তি নিয়োগ করে নিজেকে সমৃদ্ধ করে তুলছে। কেবলই বিগত শতাব্দীর ব্যর্থতা কাটিয়ে সব বাধা, সব সীমাবদ্ধতা অতিক্রম করে শিল্পসাহিত্য সংস্কৃতিতে না হোক, অর্থনৈতিক রাজনৈতিক ও সামাজিক ক্ষেত্রে সবাই একমতে একপথে প্রতিযোগিতায় পাল্লা দিয়ে নিজের অবস্থান সুসংহত করতে ব্যস্ত হয়ে পড়েছে। xyxy=(28,1081,511,1243)
article2-paragraph: ৩০ সেপ্টেম্বর থেকে ২০২৪ সালের ৬ আগস্ট পর্যন্ত আইজিপি হিসেবে দায়িত্ব পালন করি।' xyxy=(28,1877,511,1915)
article1-headline: তোতা কালের তেতো কথন-(৩৪) xyxy=(28,190,505,232)
desh-logo-icon xyxy=(1250,30,1516,149)
page-number: 22 xyxy=(49,64,140,127)
column-3 xyxy=(1025,183,1508,2353)
article2-paragraph: আমি র‍্যাবের ডিজি হিসেবে যোগদানের সময় আমার পূর্ববর্তী মহাপরিচালক বেনজীর আহমেদ আমাকে জানান যে, টিএফআই সেলে ব্যারিস্টার আরমান বন্দি আছেন। আমি যোগদানের পর সিদ্ধান্ত নিলেও অনেক বন্দির বিষয়ে জানতে পারি। এরপর সংশ্লিষ্ট এডিজি (অপস) ও র‍্যাব ইন্টের পরিচালকের সঙ্গে কথা বলে বিষয়টি নিয়ে আলোচনা করি। তারা জানায়, উর্ধ্বতন কর্তৃপক্ষের নির্দেশনা ছাড়া কাউকে ছেড়ে দেওয়া সম্ভব নয়। xyxy=(526,1503,1009,1603)
logo-sub-text: DESH xyxy=(1438,127,1481,146)
article1-paragraph: এটা আমাদের জাতিগত অধঃপতনের নমুনা। এই সামাজিক অবক্ষয় রোধ না করলে ভবিষ্যৎ প্রজন্মের হাতে আমরা কোন বাংলাদেশ রেখে যাব? শিক্ষাঙ্গনে অশ্লীল স্লোগান দিয়ে রাজনীতি করা যায় না। নৈতিকতা, রুচিবোধ আর সংস্কৃতির চর্চা ছাড়া কোনো জাতি সামনে এগোতে পারে না। তরুণদের মনে রাখতে হবে, তারাই আগামী দিনের নেতৃত্ব দেবে। ভাষার সংযম, শিষ্টাচার এবং পরস্পরের প্রতি সম্মানবোধ থেকেই একটি সুস্থ রাজনৈতিক সংস্কৃতি গড়ে ওঠে। xyxy=(28,953,511,1074)
article1-paragraph: আর নিউইয়র্ক, বিশেষ দেশে যে এখনকার উন্মাদনার মুখোমুখি দেশের তরুণ সমাজ, তাদের নিয়ে ভাবনার সময় এসেছে। সাধারণ মানুষ আজ হতাশ। তারা চায় একটি স্থিতিশীল, শান্তিপূর্ণ ও গণতান্ত্রিক বাংলাদেশ। বিবেকবান মানুষের দায়িত্ব এই অবক্ষয়ের বিরুদ্ধে সোচ্চার হওয়া এবং নতুন প্রজন্মকে আলোর পথ দেখানো। xyxy=(28,1589,511,1669)
